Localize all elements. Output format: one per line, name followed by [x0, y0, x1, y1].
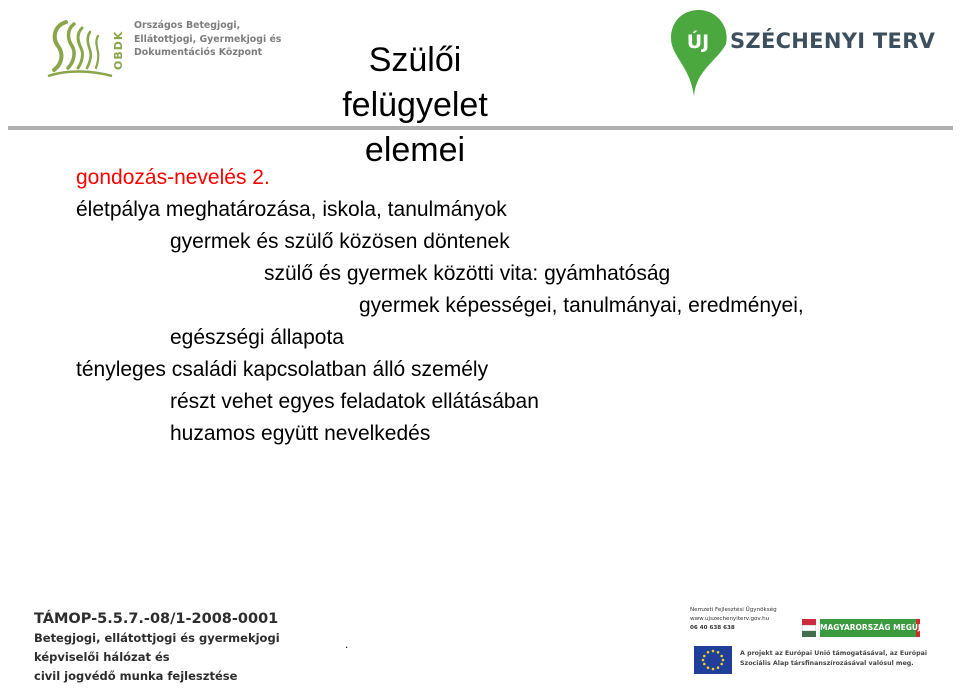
project-code: TÁMOP-5.5.7.-08/1-2008-0001 — [34, 611, 279, 627]
content-line: gyermek képességei, tanulmányai, eredményei, — [359, 294, 804, 317]
project-info — [34, 609, 334, 686]
szechenyi-terv-logo — [668, 8, 938, 100]
project-line: képviselői hálózat és — [34, 650, 170, 664]
obdk-logo — [46, 16, 286, 86]
header-divider — [8, 126, 953, 130]
content-line: gyermek és szülő közösen döntenek — [170, 230, 510, 253]
eu-flag-icon — [694, 646, 732, 674]
eu-funding-block — [690, 606, 952, 688]
obdk-emblem-icon — [46, 16, 116, 82]
content-line: részt vehet egyes feladatok ellátásában — [170, 390, 539, 413]
project-line: Betegjogi, ellátottjogi és gyermekjogi — [34, 631, 280, 645]
obdk-abbreviation: OBDK — [112, 30, 125, 70]
content-line: huzamos együtt nevelkedés — [170, 422, 431, 445]
hungarian-flag-icon — [802, 619, 816, 637]
slide-title: Szülői felügyelet elemei — [342, 41, 488, 169]
content-line: szülő és gyermek közötti vita: gyámhatóság — [264, 262, 671, 285]
map-pin-icon — [668, 8, 730, 98]
ngu-info: Nemzeti Fejlesztési Ügynökség www.ujszechenyiterv.gov.hu 06 40 638 638 — [690, 607, 777, 631]
project-line: civil jogvédő munka fejlesztése — [34, 669, 238, 683]
content-line: életpálya meghatározása, iskola, tanulmányok — [76, 198, 507, 221]
content-line: tényleges családi kapcsolatban álló személy — [76, 358, 489, 381]
content-line: gondozás-nevelés 2. — [76, 166, 270, 189]
magyarorszag-megujul-banner: MAGYARORSZÁG MEGÚJUL — [820, 619, 920, 637]
szechenyi-terv-name: SZÉCHENYI TERV — [730, 29, 936, 53]
content-line: egészségi állapota — [170, 326, 344, 349]
pin-label: ÚJ — [686, 31, 710, 53]
obdk-name: Országos Betegjogi, Ellátottjogi, Gyermekjogi és Dokumentációs Központ — [134, 20, 282, 58]
footer-dot: . — [345, 637, 349, 651]
eu-funding-note: A projekt az Európai Unió támogatásával, az Európai Szociális Alap társfinanszírozásával valósul meg. — [740, 650, 928, 667]
